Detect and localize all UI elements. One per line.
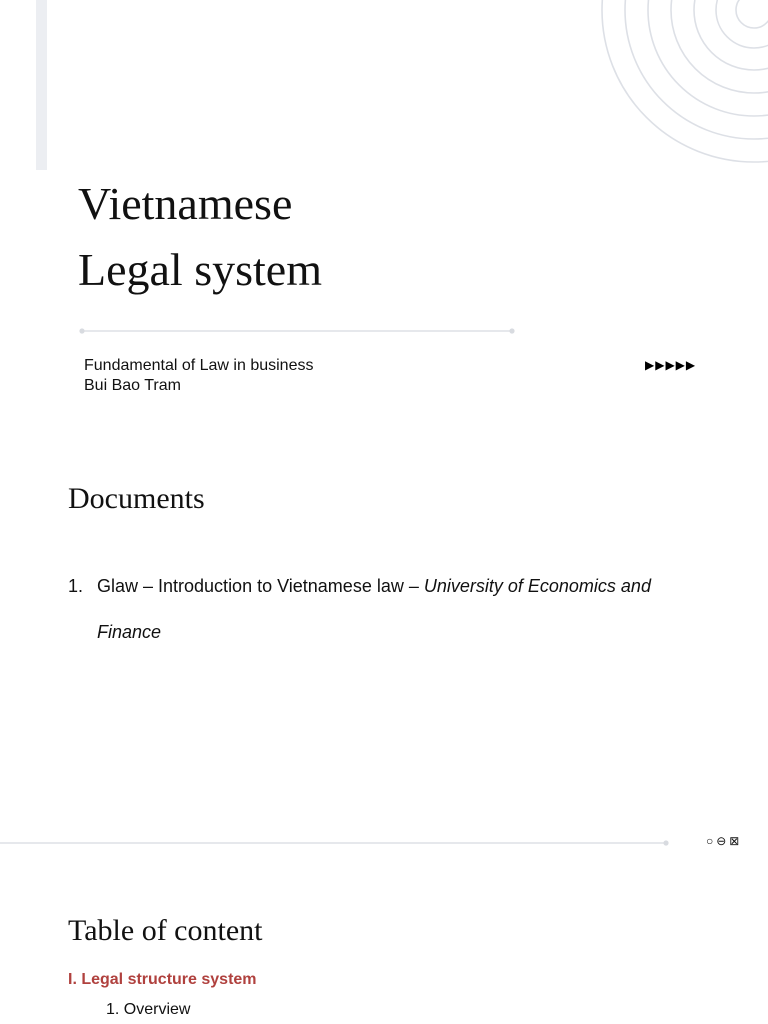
document-list-item [68,563,708,655]
list-number: 1. [68,576,84,596]
subtitle-course: Fundamental of Law in business [84,357,314,374]
concentric-circles-decoration [590,0,768,175]
slide-title-line-2: Legal system [78,244,322,295]
decorative-side-bar [36,0,47,170]
arrows-decoration-icon: ▶▶▶▶▶ [645,358,697,372]
page-separator-line [0,836,670,850]
documents-heading: Documents [68,482,205,515]
document-source: University of Economics and Finance [97,576,651,642]
toc-sub-item: 1. Overview [106,1001,191,1018]
subtitle-author: Bui Bao Tram [84,377,181,394]
title-divider [78,324,518,338]
page-symbols-icon: ○⊖⊠ [706,834,743,848]
toc-section-title: I. Legal structure system [68,971,257,988]
document-title: Glaw – Introduction to Vietnamese law – [97,576,424,596]
slide-title-line-1: Vietnamese [78,178,293,229]
toc-heading: Table of content [68,914,263,947]
